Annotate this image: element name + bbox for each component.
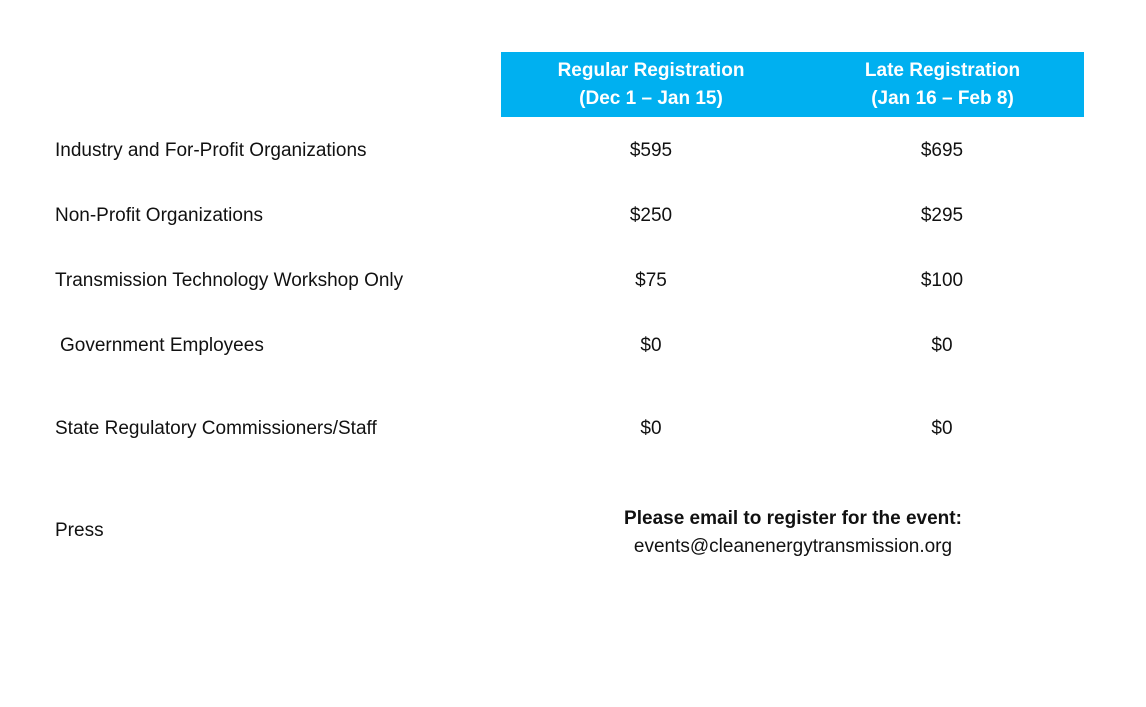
row-label-government: Government Employees (60, 335, 264, 356)
row-label-non-profit: Non-Profit Organizations (55, 205, 264, 226)
regular-registration-dates: (Dec 1 – Jan 15) (579, 87, 723, 109)
price-regular-government: $0 (640, 335, 662, 356)
price-regular-state-regulatory: $0 (640, 418, 662, 439)
press-registration-note (560, 505, 1026, 561)
late-registration-title: Late Registration (864, 59, 1021, 81)
price-late-industry: $695 (920, 140, 964, 161)
regular-registration-header (501, 52, 801, 117)
row-label-press: Press (55, 520, 104, 541)
row-label-industry: Industry and For-Profit Organizations (55, 140, 367, 161)
late-registration-dates: (Jan 16 – Feb 8) (871, 87, 1014, 109)
price-regular-non-profit: $250 (629, 205, 673, 226)
late-registration-header (801, 52, 1084, 117)
price-late-state-regulatory: $0 (931, 418, 953, 439)
price-late-non-profit: $295 (920, 205, 964, 226)
regular-registration-title: Regular Registration (557, 59, 745, 81)
price-regular-industry: $595 (629, 140, 673, 161)
row-label-workshop: Transmission Technology Workshop Only (55, 270, 404, 291)
press-instruction: Please email to register for the event: (624, 508, 962, 529)
price-regular-workshop: $75 (635, 270, 667, 291)
press-email: events@cleanenergytransmission.org (633, 536, 953, 557)
price-late-workshop: $100 (920, 270, 964, 291)
price-late-government: $0 (931, 335, 953, 356)
row-label-state-regulatory: State Regulatory Commissioners/Staff (55, 418, 377, 439)
